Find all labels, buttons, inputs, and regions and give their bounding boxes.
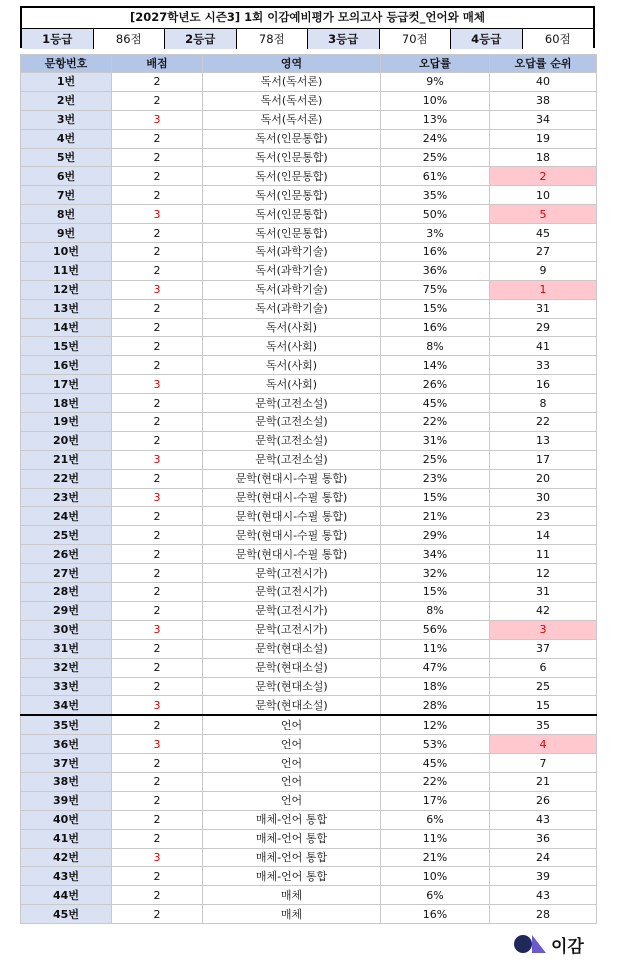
- area-cell: 문학(현대소설): [203, 677, 381, 696]
- wrong-rate-cell: 25%: [381, 450, 490, 469]
- question-number: 11번: [21, 261, 112, 280]
- question-number: 28번: [21, 583, 112, 602]
- question-number: 29번: [21, 601, 112, 620]
- table-row: [21, 73, 597, 92]
- table-row: [21, 886, 597, 905]
- points-cell: 2: [112, 224, 203, 243]
- points-cell: 2: [112, 469, 203, 488]
- points-cell: 2: [112, 905, 203, 924]
- question-number: 14번: [21, 318, 112, 337]
- wrong-rate-cell: 8%: [381, 601, 490, 620]
- points-cell: 2: [112, 91, 203, 110]
- question-number: 25번: [21, 526, 112, 545]
- points-cell: 2: [112, 810, 203, 829]
- points-cell: 2: [112, 658, 203, 677]
- points-cell: 2: [112, 413, 203, 432]
- area-cell: 문학(고전소설): [203, 394, 381, 413]
- area-cell: 독서(인문통합): [203, 186, 381, 205]
- area-cell: 문학(현대소설): [203, 639, 381, 658]
- grade-1-value: 86점: [94, 29, 166, 49]
- table-body: [21, 73, 597, 924]
- question-number: 27번: [21, 564, 112, 583]
- col-header-area: 영역: [203, 55, 381, 73]
- points-cell: 3: [112, 735, 203, 754]
- wrong-rank-cell: 22: [490, 413, 597, 432]
- question-number: 15번: [21, 337, 112, 356]
- area-cell: 매체-언어 통합: [203, 810, 381, 829]
- area-cell: 문학(고전시가): [203, 601, 381, 620]
- wrong-rank-cell: 36: [490, 829, 597, 848]
- wrong-rank-cell: 18: [490, 148, 597, 167]
- wrong-rate-cell: 22%: [381, 413, 490, 432]
- wrong-rate-cell: 36%: [381, 261, 490, 280]
- grade-4-label: 4등급: [451, 29, 523, 49]
- points-cell: 2: [112, 507, 203, 526]
- wrong-rank-cell: 25: [490, 677, 597, 696]
- table-row: [21, 810, 597, 829]
- question-number: 19번: [21, 413, 112, 432]
- question-number: 44번: [21, 886, 112, 905]
- question-number: 26번: [21, 545, 112, 564]
- points-cell: 3: [112, 375, 203, 394]
- table-row: [21, 601, 597, 620]
- wrong-rate-cell: 45%: [381, 754, 490, 773]
- table-row: [21, 696, 597, 715]
- points-cell: 3: [112, 848, 203, 867]
- points-cell: 2: [112, 886, 203, 905]
- area-cell: 문학(현대소설): [203, 658, 381, 677]
- wrong-rank-cell: 20: [490, 469, 597, 488]
- table-row: [21, 110, 597, 129]
- points-cell: 3: [112, 696, 203, 715]
- area-cell: 문학(고전시가): [203, 583, 381, 602]
- question-number: 30번: [21, 620, 112, 639]
- wrong-rate-cell: 29%: [381, 526, 490, 545]
- points-cell: 2: [112, 545, 203, 564]
- grade-3-value: 70점: [380, 29, 452, 49]
- question-number: 24번: [21, 507, 112, 526]
- wrong-rate-cell: 34%: [381, 545, 490, 564]
- area-cell: 언어: [203, 715, 381, 734]
- area-cell: 문학(현대시-수필 통합): [203, 545, 381, 564]
- col-header-number: 문항번호: [21, 55, 112, 73]
- wrong-rank-cell: 2: [490, 167, 597, 186]
- table-row: [21, 299, 597, 318]
- wrong-rate-cell: 31%: [381, 431, 490, 450]
- area-cell: 문학(고전소설): [203, 431, 381, 450]
- question-number: 10번: [21, 243, 112, 262]
- wrong-rate-cell: 75%: [381, 280, 490, 299]
- question-number: 37번: [21, 754, 112, 773]
- table-row: [21, 564, 597, 583]
- points-cell: 3: [112, 205, 203, 224]
- wrong-rank-cell: 13: [490, 431, 597, 450]
- area-cell: 언어: [203, 754, 381, 773]
- table-row: [21, 583, 597, 602]
- question-number: 38번: [21, 772, 112, 791]
- points-cell: 2: [112, 772, 203, 791]
- area-cell: 독서(과학기술): [203, 280, 381, 299]
- points-cell: 2: [112, 299, 203, 318]
- wrong-rate-cell: 12%: [381, 715, 490, 734]
- points-cell: 2: [112, 73, 203, 92]
- table-row: [21, 867, 597, 886]
- question-number: 20번: [21, 431, 112, 450]
- wrong-rate-cell: 25%: [381, 148, 490, 167]
- wrong-rank-cell: 10: [490, 186, 597, 205]
- wrong-rate-cell: 6%: [381, 886, 490, 905]
- wrong-rank-cell: 7: [490, 754, 597, 773]
- col-header-rate: 오답률: [381, 55, 490, 73]
- points-cell: 2: [112, 167, 203, 186]
- question-number: 17번: [21, 375, 112, 394]
- question-number: 12번: [21, 280, 112, 299]
- points-cell: 2: [112, 318, 203, 337]
- points-cell: 2: [112, 526, 203, 545]
- title-box: [20, 6, 595, 48]
- area-cell: 매체-언어 통합: [203, 829, 381, 848]
- wrong-rate-cell: 11%: [381, 829, 490, 848]
- wrong-rank-cell: 45: [490, 224, 597, 243]
- points-cell: 2: [112, 754, 203, 773]
- table-row: [21, 243, 597, 262]
- wrong-rate-cell: 56%: [381, 620, 490, 639]
- wrong-rank-cell: 12: [490, 564, 597, 583]
- wrong-rate-cell: 14%: [381, 356, 490, 375]
- wrong-rate-cell: 3%: [381, 224, 490, 243]
- question-number: 8번: [21, 205, 112, 224]
- wrong-rate-cell: 21%: [381, 848, 490, 867]
- question-number: 2번: [21, 91, 112, 110]
- area-cell: 문학(고전시가): [203, 564, 381, 583]
- wrong-rate-cell: 15%: [381, 299, 490, 318]
- area-cell: 독서(인문통합): [203, 167, 381, 186]
- question-number: 40번: [21, 810, 112, 829]
- area-cell: 문학(현대시-수필 통합): [203, 507, 381, 526]
- question-number: 22번: [21, 469, 112, 488]
- grade-cut-row: [22, 29, 593, 49]
- wrong-rate-cell: 21%: [381, 507, 490, 526]
- wrong-rank-cell: 31: [490, 583, 597, 602]
- table-row: [21, 224, 597, 243]
- table-row: [21, 735, 597, 754]
- question-number: 13번: [21, 299, 112, 318]
- points-cell: 2: [112, 186, 203, 205]
- question-number: 9번: [21, 224, 112, 243]
- table-row: [21, 148, 597, 167]
- table-header-row: [21, 55, 597, 73]
- wrong-rate-cell: 6%: [381, 810, 490, 829]
- area-cell: 독서(독서론): [203, 110, 381, 129]
- points-cell: 2: [112, 867, 203, 886]
- question-number: 31번: [21, 639, 112, 658]
- points-cell: 2: [112, 129, 203, 148]
- question-number: 41번: [21, 829, 112, 848]
- table-row: [21, 507, 597, 526]
- wrong-rank-cell: 37: [490, 639, 597, 658]
- wrong-rate-cell: 15%: [381, 583, 490, 602]
- area-cell: 독서(사회): [203, 375, 381, 394]
- table-row: [21, 91, 597, 110]
- wrong-rank-cell: 38: [490, 91, 597, 110]
- area-cell: 문학(현대시-수필 통합): [203, 488, 381, 507]
- area-cell: 문학(고전소설): [203, 450, 381, 469]
- table-row: [21, 715, 597, 734]
- wrong-rate-cell: 22%: [381, 772, 490, 791]
- area-cell: 독서(인문통합): [203, 205, 381, 224]
- area-cell: 언어: [203, 772, 381, 791]
- points-cell: 2: [112, 356, 203, 375]
- wrong-rate-cell: 24%: [381, 129, 490, 148]
- points-cell: 3: [112, 450, 203, 469]
- table-row: [21, 261, 597, 280]
- wrong-rank-cell: 26: [490, 791, 597, 810]
- wrong-rank-cell: 28: [490, 905, 597, 924]
- question-number: 43번: [21, 867, 112, 886]
- question-number: 33번: [21, 677, 112, 696]
- wrong-rank-cell: 8: [490, 394, 597, 413]
- points-cell: 2: [112, 639, 203, 658]
- points-cell: 2: [112, 148, 203, 167]
- wrong-rate-cell: 15%: [381, 488, 490, 507]
- area-cell: 독서(사회): [203, 337, 381, 356]
- points-cell: 3: [112, 280, 203, 299]
- question-number: 1번: [21, 73, 112, 92]
- wrong-rate-cell: 16%: [381, 243, 490, 262]
- wrong-rank-cell: 11: [490, 545, 597, 564]
- page-title: [2027학년도 시즌3] 1회 이감예비평가 모의고사 등급컷_언어와 매체: [22, 8, 593, 29]
- wrong-rate-cell: 35%: [381, 186, 490, 205]
- wrong-rank-cell: 29: [490, 318, 597, 337]
- area-cell: 독서(인문통합): [203, 224, 381, 243]
- wrong-rate-cell: 23%: [381, 469, 490, 488]
- area-cell: 매체-언어 통합: [203, 848, 381, 867]
- wrong-rank-cell: 31: [490, 299, 597, 318]
- question-number: 4번: [21, 129, 112, 148]
- points-cell: 2: [112, 261, 203, 280]
- wrong-rate-cell: 18%: [381, 677, 490, 696]
- wrong-rank-cell: 17: [490, 450, 597, 469]
- area-cell: 언어: [203, 735, 381, 754]
- area-cell: 문학(현대시-수필 통합): [203, 469, 381, 488]
- table-row: [21, 639, 597, 658]
- wrong-rank-cell: 43: [490, 810, 597, 829]
- question-number: 35번: [21, 715, 112, 734]
- wrong-rank-cell: 4: [490, 735, 597, 754]
- question-table: [20, 54, 597, 924]
- points-cell: 3: [112, 488, 203, 507]
- wrong-rate-cell: 17%: [381, 791, 490, 810]
- table-row: [21, 905, 597, 924]
- table-row: [21, 394, 597, 413]
- question-number: 3번: [21, 110, 112, 129]
- grade-2-value: 78점: [237, 29, 309, 49]
- wrong-rank-cell: 35: [490, 715, 597, 734]
- grade-1-label: 1등급: [22, 29, 94, 49]
- wrong-rank-cell: 27: [490, 243, 597, 262]
- wrong-rank-cell: 9: [490, 261, 597, 280]
- points-cell: 2: [112, 337, 203, 356]
- table-row: [21, 356, 597, 375]
- wrong-rate-cell: 47%: [381, 658, 490, 677]
- grade-2-label: 2등급: [165, 29, 237, 49]
- table-row: [21, 677, 597, 696]
- question-number: 16번: [21, 356, 112, 375]
- wrong-rate-cell: 28%: [381, 696, 490, 715]
- table-row: [21, 658, 597, 677]
- wrong-rank-cell: 1: [490, 280, 597, 299]
- question-number: 36번: [21, 735, 112, 754]
- wrong-rank-cell: 3: [490, 620, 597, 639]
- points-cell: 2: [112, 677, 203, 696]
- wrong-rank-cell: 14: [490, 526, 597, 545]
- area-cell: 매체-언어 통합: [203, 867, 381, 886]
- points-cell: 2: [112, 394, 203, 413]
- table-row: [21, 791, 597, 810]
- wrong-rate-cell: 53%: [381, 735, 490, 754]
- wrong-rank-cell: 24: [490, 848, 597, 867]
- question-number: 5번: [21, 148, 112, 167]
- wrong-rate-cell: 10%: [381, 91, 490, 110]
- area-cell: 언어: [203, 791, 381, 810]
- points-cell: 2: [112, 583, 203, 602]
- question-number: 18번: [21, 394, 112, 413]
- question-number: 45번: [21, 905, 112, 924]
- wrong-rate-cell: 13%: [381, 110, 490, 129]
- col-header-rank: 오답률 순위: [490, 55, 597, 73]
- wrong-rate-cell: 10%: [381, 867, 490, 886]
- wrong-rank-cell: 6: [490, 658, 597, 677]
- wrong-rank-cell: 34: [490, 110, 597, 129]
- table-row: [21, 167, 597, 186]
- points-cell: 2: [112, 601, 203, 620]
- question-number: 21번: [21, 450, 112, 469]
- wrong-rank-cell: 33: [490, 356, 597, 375]
- wrong-rank-cell: 5: [490, 205, 597, 224]
- wrong-rank-cell: 39: [490, 867, 597, 886]
- table-row: [21, 318, 597, 337]
- wrong-rate-cell: 8%: [381, 337, 490, 356]
- grade-4-value: 60점: [523, 29, 594, 49]
- wrong-rank-cell: 21: [490, 772, 597, 791]
- question-number: 42번: [21, 848, 112, 867]
- wrong-rank-cell: 16: [490, 375, 597, 394]
- wrong-rate-cell: 61%: [381, 167, 490, 186]
- table-row: [21, 829, 597, 848]
- table-row: [21, 337, 597, 356]
- area-cell: 문학(현대소설): [203, 696, 381, 715]
- table-row: [21, 450, 597, 469]
- area-cell: 독서(사회): [203, 356, 381, 375]
- wrong-rank-cell: 23: [490, 507, 597, 526]
- area-cell: 독서(사회): [203, 318, 381, 337]
- table-row: [21, 772, 597, 791]
- table-row: [21, 545, 597, 564]
- table-row: [21, 129, 597, 148]
- table-row: [21, 375, 597, 394]
- area-cell: 문학(고전소설): [203, 413, 381, 432]
- wrong-rank-cell: 19: [490, 129, 597, 148]
- question-number: 6번: [21, 167, 112, 186]
- table-row: [21, 431, 597, 450]
- wrong-rate-cell: 32%: [381, 564, 490, 583]
- points-cell: 2: [112, 431, 203, 450]
- points-cell: 3: [112, 110, 203, 129]
- question-number: 32번: [21, 658, 112, 677]
- table-row: [21, 413, 597, 432]
- area-cell: 매체: [203, 886, 381, 905]
- grade-3-label: 3등급: [308, 29, 380, 49]
- points-cell: 2: [112, 791, 203, 810]
- area-cell: 독서(인문통합): [203, 148, 381, 167]
- logo-text: 이감: [551, 936, 584, 957]
- wrong-rate-cell: 9%: [381, 73, 490, 92]
- wrong-rank-cell: 30: [490, 488, 597, 507]
- question-number: 34번: [21, 696, 112, 715]
- col-header-points: 배점: [112, 55, 203, 73]
- points-cell: 2: [112, 564, 203, 583]
- wrong-rank-cell: 15: [490, 696, 597, 715]
- table-row: [21, 848, 597, 867]
- area-cell: 독서(독서론): [203, 91, 381, 110]
- area-cell: 문학(현대시-수필 통합): [203, 526, 381, 545]
- wrong-rate-cell: 50%: [381, 205, 490, 224]
- table-row: [21, 205, 597, 224]
- points-cell: 2: [112, 715, 203, 734]
- question-number: 39번: [21, 791, 112, 810]
- area-cell: 독서(과학기술): [203, 243, 381, 262]
- table-row: [21, 280, 597, 299]
- igam-logo-icon: [513, 934, 547, 954]
- wrong-rank-cell: 43: [490, 886, 597, 905]
- table-row: [21, 186, 597, 205]
- question-number: 7번: [21, 186, 112, 205]
- points-cell: 2: [112, 829, 203, 848]
- points-cell: 3: [112, 620, 203, 639]
- wrong-rank-cell: 40: [490, 73, 597, 92]
- area-cell: 독서(과학기술): [203, 299, 381, 318]
- points-cell: 2: [112, 243, 203, 262]
- question-number: 23번: [21, 488, 112, 507]
- area-cell: 매체: [203, 905, 381, 924]
- wrong-rate-cell: 45%: [381, 394, 490, 413]
- wrong-rate-cell: 26%: [381, 375, 490, 394]
- wrong-rate-cell: 16%: [381, 318, 490, 337]
- table-row: [21, 488, 597, 507]
- wrong-rank-cell: 41: [490, 337, 597, 356]
- wrong-rate-cell: 11%: [381, 639, 490, 658]
- wrong-rate-cell: 16%: [381, 905, 490, 924]
- table-row: [21, 620, 597, 639]
- area-cell: 문학(고전시가): [203, 620, 381, 639]
- area-cell: 독서(독서론): [203, 73, 381, 92]
- igam-logo: [513, 932, 584, 956]
- table-row: [21, 526, 597, 545]
- table-row: [21, 469, 597, 488]
- wrong-rank-cell: 42: [490, 601, 597, 620]
- area-cell: 독서(인문통합): [203, 129, 381, 148]
- area-cell: 독서(과학기술): [203, 261, 381, 280]
- table-row: [21, 754, 597, 773]
